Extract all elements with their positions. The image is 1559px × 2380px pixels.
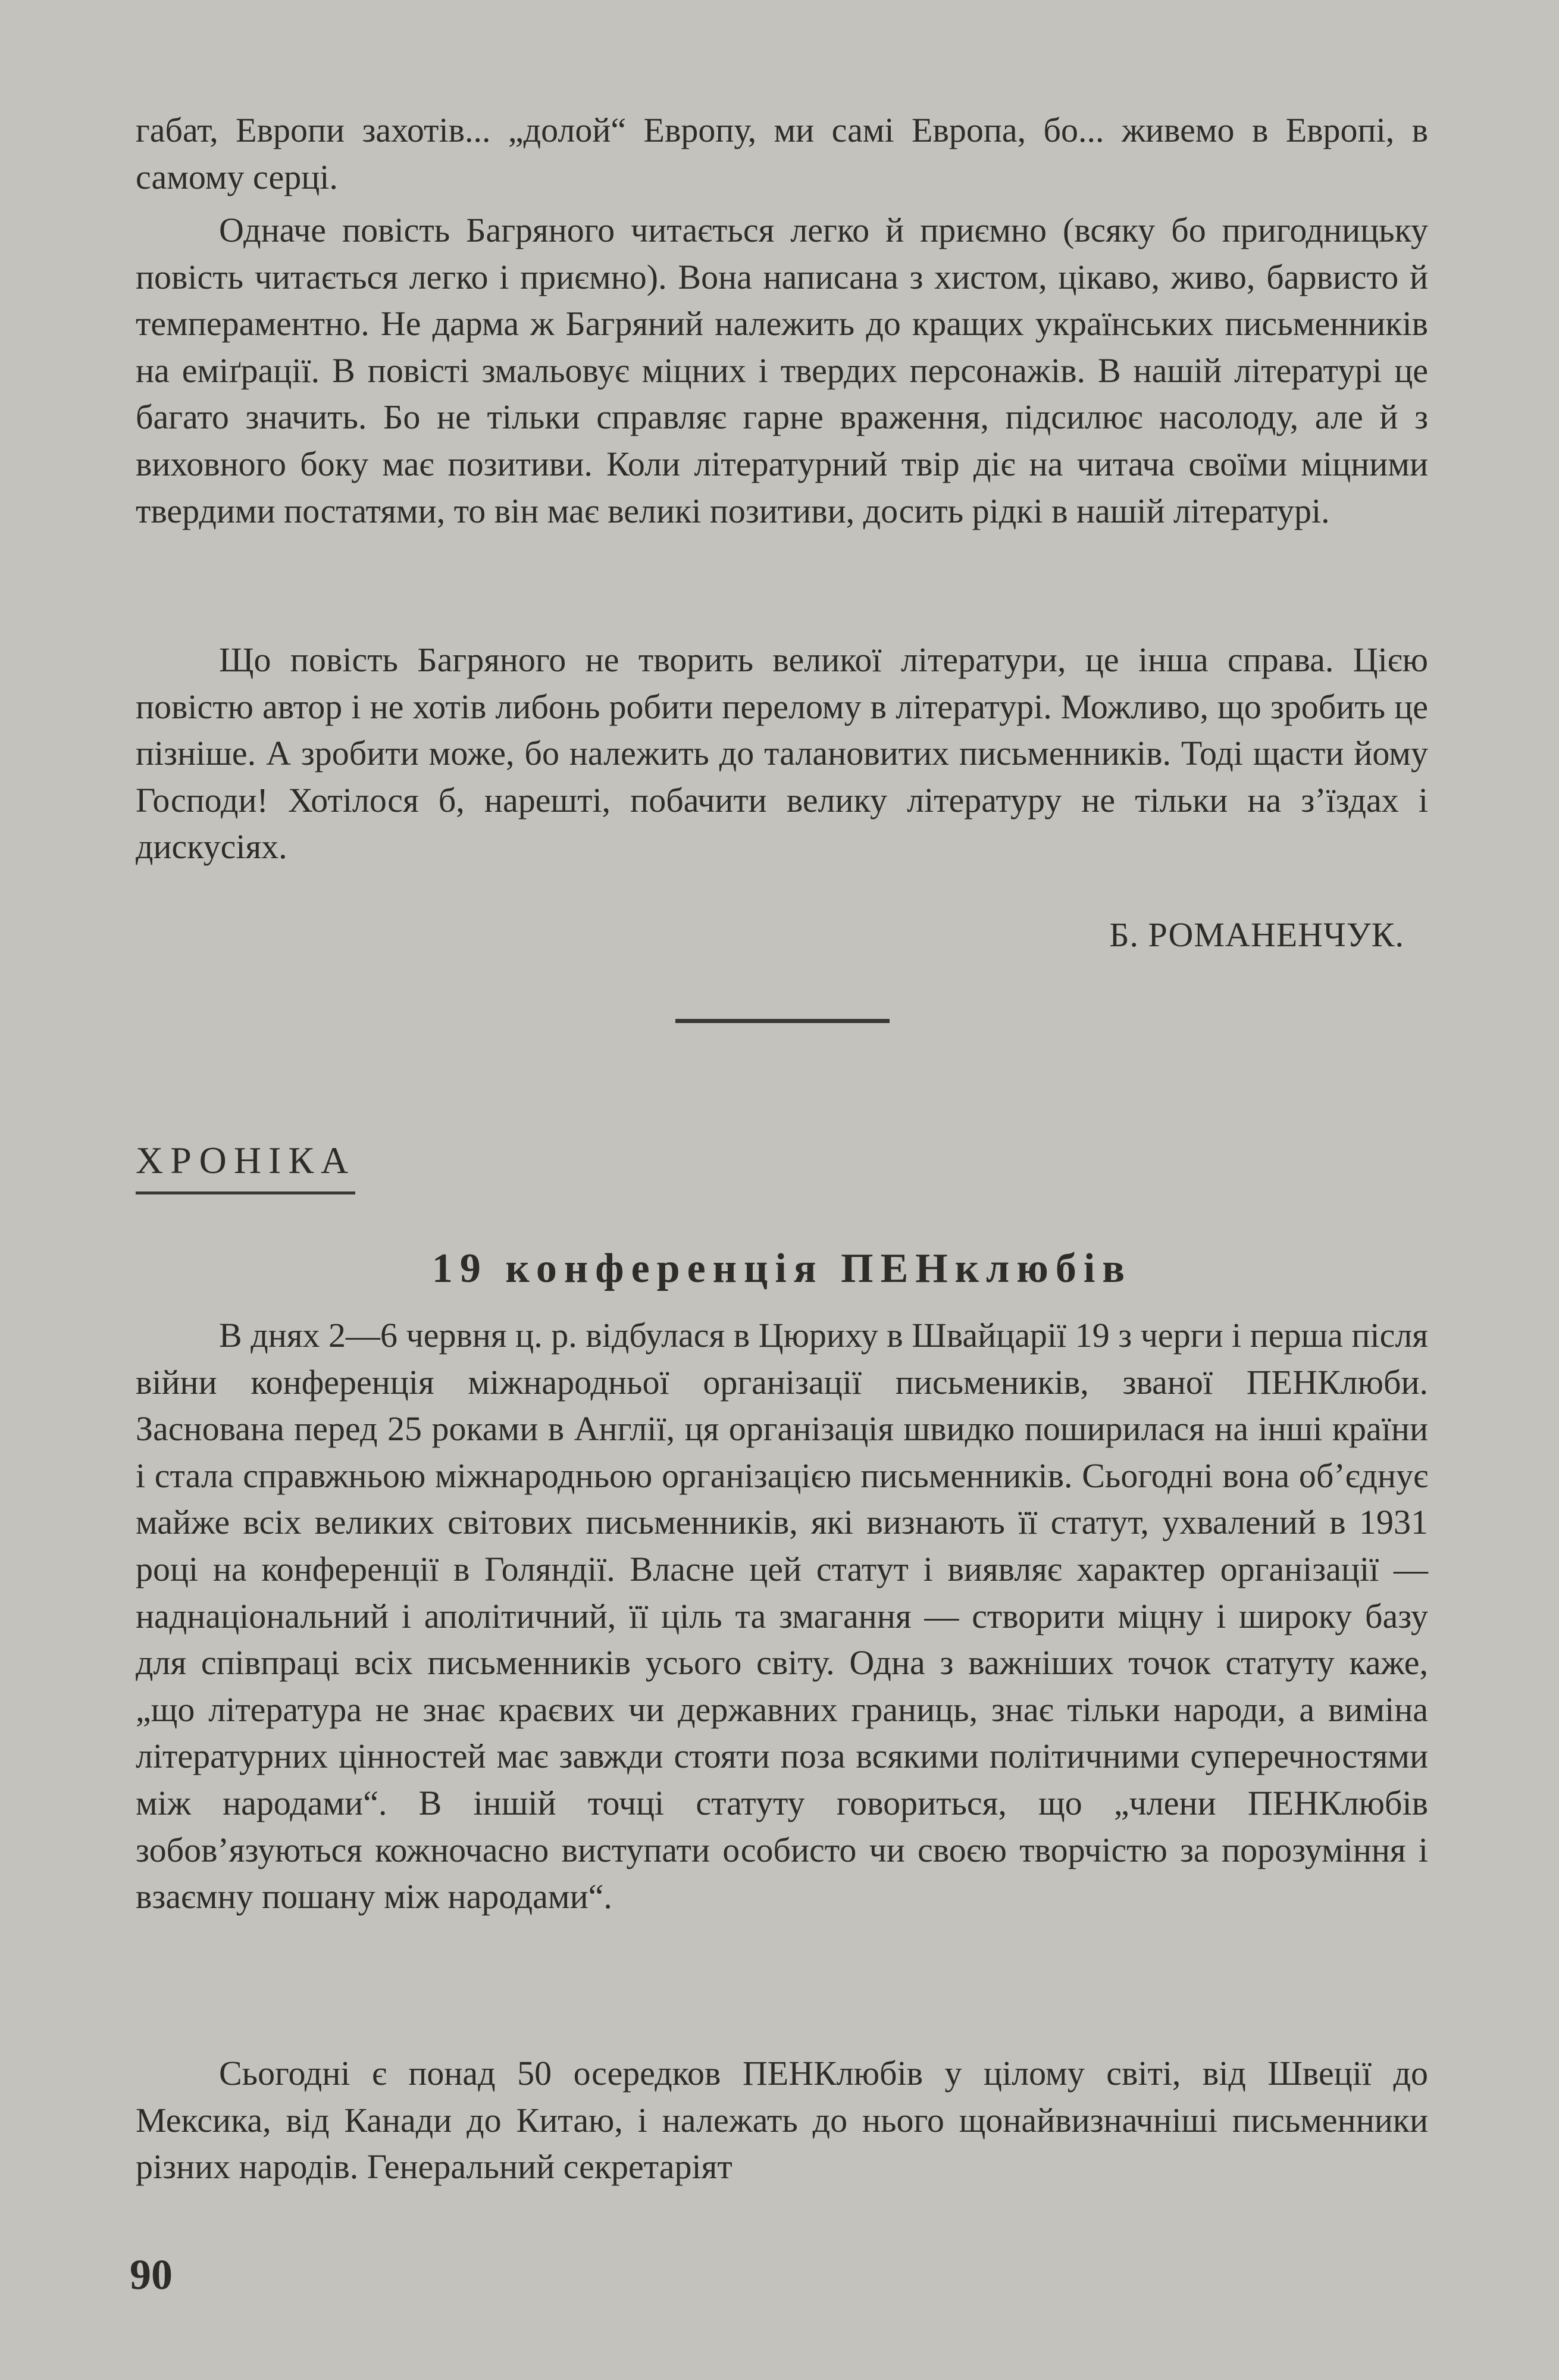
article-title: 19 конференція ПЕНклюбів xyxy=(431,1246,1132,1291)
section-label: ХРОНІКА xyxy=(136,1137,355,1194)
review-paragraph: Одначе повість Багряного читається легко й приємно (всяку бо пригодницьку повість читається легко і приємно). Вона написана з хистом, цікаво, живо, барвисто й темпераментно. Не дарма ж Багряний належить до кращих українських письменників на еміґрації. В повісті змальовує міцних і твердих персонажів. В нашій літературі це багато значить. Бо не тільки справляє гарне враження, підсилює насолоду, але й з виховного боку має позитиви. Коли літературний твір діє на читача своїми міцними твердими постатями, то він має великі позитиви, досить рідкі в нашій літературі. xyxy=(136,211,1428,530)
chronicle-paragraph: Сьогодні є понад 50 осередков ПЕНКлюбів у цілому світі, від Швеції до Мексика, від Канади до Китаю, і належать до нього щонайвизначніші письменники різних народів. Генеральний секретаріят xyxy=(136,2054,1428,2187)
section-divider xyxy=(675,1019,890,1023)
chronicle-paragraph: В днях 2—6 червня ц. р. відбулася в Цюриху в Швайцарії 19 з черги і перша після війни конференція міжнародньої організації письмеників, званої ПЕНКлюби. Заснована перед 25 роками в Англії, ця організація швидко поширилася на інші країни і стала справжньою міжнародньою організацією письменників. Сьогодні вона об’єднує майже всіх великих світових письменників, які визнають її статут, ухвалений в 1931 році на конференції в Голяндії. Власне цей статут і виявляє характер організації — наднаціональний і аполітичний, її ціль та змагання — створити міцну і широку базу для співпраці всіх письменників усього світу. Одна з важніших точок статуту каже, „що література не знає краєвих чи державних границь, знає тільки народи, а виміна літературних цінностей має завжди стояти поза всякими політичними суперечностями між народами“. В іншій точці статуту говориться, що „члени ПЕНКлюбів зобов’язуються кожночасно виступати особисто чи своєю творчістю за порозуміння і взаємну пошану між народами“. xyxy=(136,1316,1428,1916)
author-signature: Б. РОМАНЕНЧУК. xyxy=(1109,915,1404,954)
page-number: 90 xyxy=(130,2251,173,2298)
review-paragraph: габат, Европи захотів... „долой“ Европу, ми самі Европа, бо... живемо в Европі, в самому серці. xyxy=(136,111,1428,196)
review-paragraph: Що повість Багряного не творить великої літератури, це інша справа. Цією повістю автор і не хотів либонь робити перелому в літературі. Можливо, що зробить це пізніше. А зробити може, бо належить до талановитих письменників. Тоді щасти йому Господи! Хотілося б, нарешті, побачити велику літературу не тільки на з’їздах і дискусіях. xyxy=(136,640,1428,867)
